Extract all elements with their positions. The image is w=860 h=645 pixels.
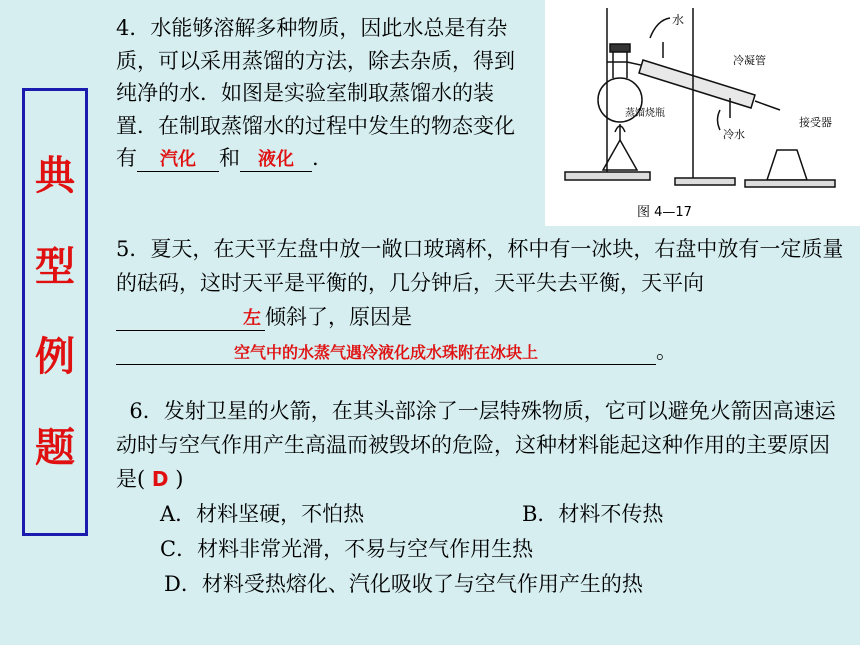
title-char-2: 型 [35, 242, 75, 290]
option-b: B．材料不传热 [522, 502, 664, 526]
question-5 [116, 232, 846, 368]
q4-end: . [312, 146, 319, 170]
label-condenser: 冷凝管 [733, 54, 766, 67]
question-4-text: 4．水能够溶解多种物质，因此水总是有杂质，可以采用蒸馏的方法，除去杂质，得到纯净的水．如图是实验室制取蒸馏水的装置．在制取蒸馏水的过程中发生的物态变化有 [116, 16, 515, 170]
label-receiver: 接受器 [799, 116, 832, 129]
label-cold-water: 冷水 [723, 128, 745, 141]
title-char-1: 典 [35, 152, 75, 200]
option-a: A．材料坚硬，不怕热 [160, 502, 365, 526]
q5-end: 。 [656, 339, 677, 363]
question-6-text: 6．发射卫星的火箭，在其头部涂了一层特殊物质，它可以避免火箭因高速运动时与空气作用产生高温而被毁坏的危险，这种材料能起这种作用的主要原因是( [116, 399, 836, 491]
distillation-diagram [545, 0, 860, 226]
title-char-3: 例 [35, 333, 75, 381]
option-row-ab [160, 497, 840, 531]
question-4 [116, 12, 526, 175]
q4-answer-blank-1: 汽化 [137, 149, 219, 172]
section-title-box [22, 88, 88, 536]
q4-answer-blank-2: 液化 [240, 149, 312, 172]
label-water: 水 [672, 13, 685, 27]
option-c: C．材料非常光滑，不易与空气作用生热 [160, 537, 534, 561]
q6-close: ) [175, 467, 184, 491]
distillation-apparatus-figure [545, 0, 860, 226]
question-6 [116, 394, 846, 496]
option-d: D．材料受热熔化、汽化吸收了与空气作用产生的热 [164, 572, 643, 596]
title-char-4: 题 [35, 423, 75, 471]
q5-answer-blank-1: 左 [116, 308, 265, 331]
q5-answer-blank-2: 空气中的水蒸气遇冷液化成水珠附在冰块上 [116, 342, 656, 365]
q6-answer: D [151, 467, 169, 491]
q4-joiner: 和 [219, 146, 240, 170]
figure-caption: 图 4—17 [637, 205, 692, 220]
question-5-text-2: 倾斜了，原因是 [265, 305, 412, 329]
label-flask: 蒸馏烧瓶 [625, 108, 665, 119]
question-5-text: 5．夏天，在天平左盘中放一敞口玻璃杯，杯中有一冰块，右盘中放有一定质量的砝码，这时天平是平衡的，几分钟后，天平失去平衡，天平向 [116, 237, 844, 295]
